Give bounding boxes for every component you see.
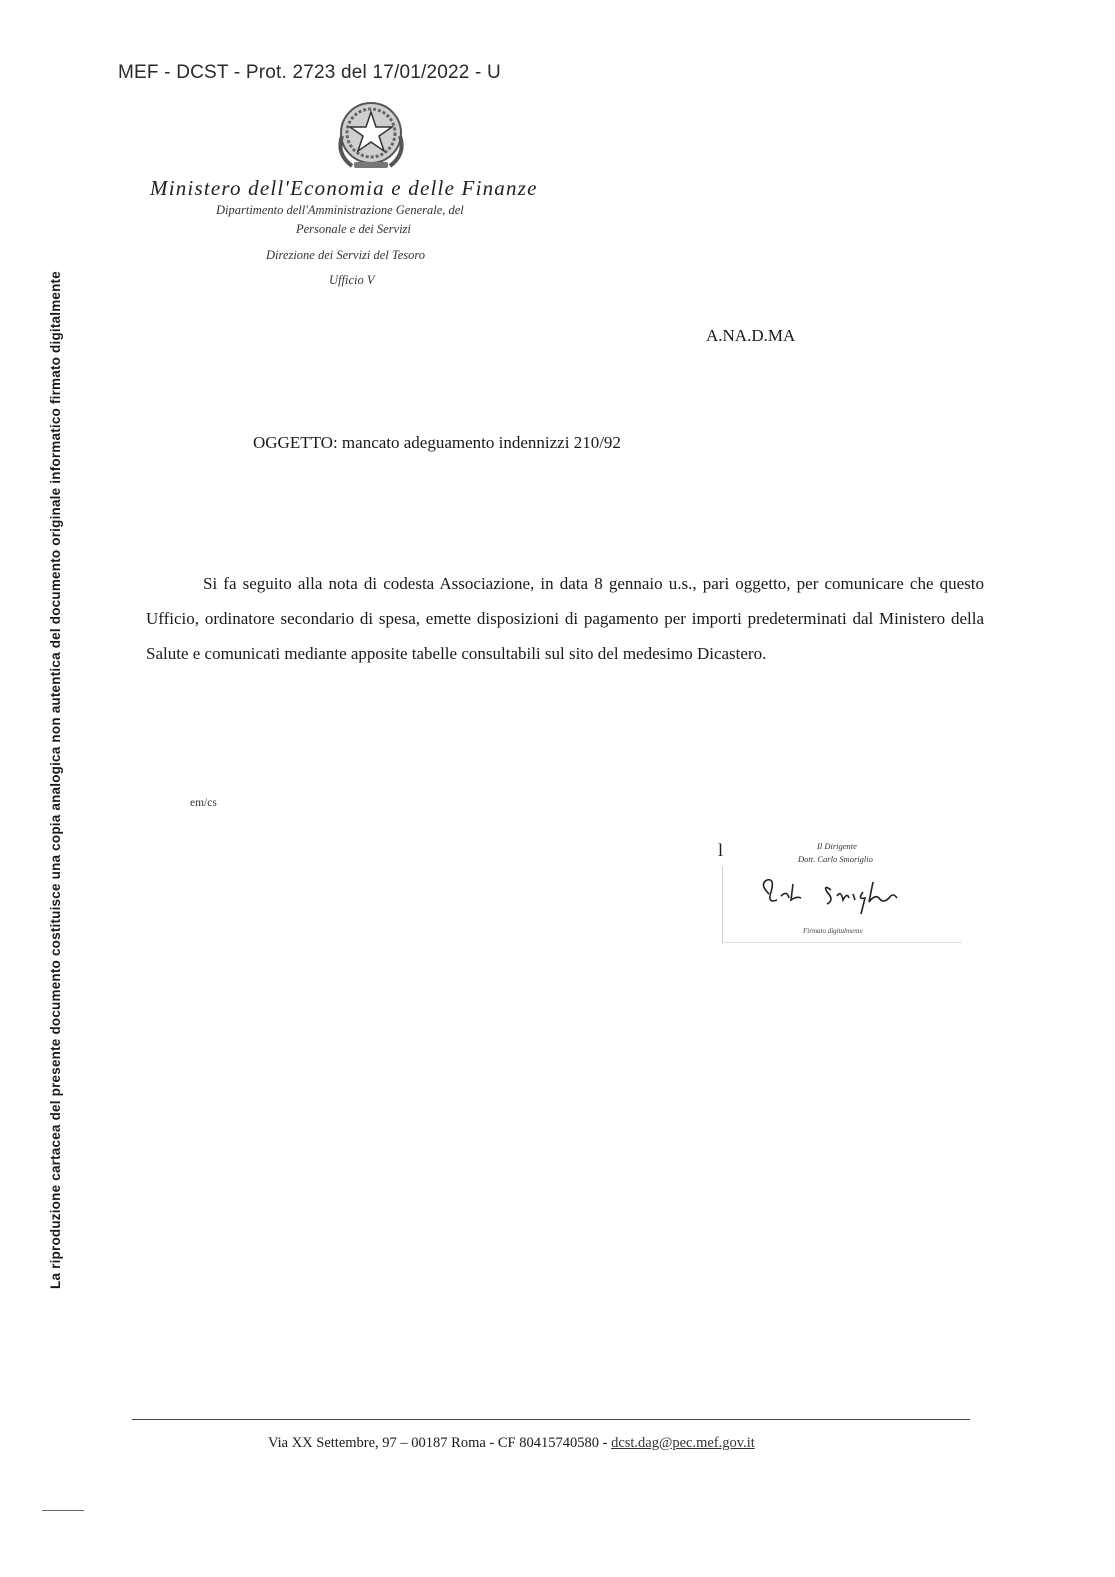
signatory-name: Dott. Carlo Smoriglio <box>798 854 873 864</box>
department-line-2: Personale e dei Servizi <box>296 222 411 236</box>
italian-republic-emblem <box>330 96 412 174</box>
margin-marker: l <box>718 840 724 860</box>
footer-address-text: Via XX Settembre, 97 – 00187 Roma - CF 80415740580 - <box>268 1435 612 1451</box>
directorate-name: Direzione dei Servizi del Tesoro <box>266 248 426 262</box>
subject-line: OGGETTO: mancato adeguamento indennizzi 210/92 <box>253 433 621 452</box>
author-initials: em/cs <box>190 797 217 809</box>
department-line-1: Dipartimento dell'Amministrazione Generale, del <box>216 203 464 217</box>
footer-divider <box>132 1419 970 1420</box>
digital-signature-note: Firmato digitalmente <box>803 927 863 935</box>
body-paragraph: Si fa seguito alla nota di codesta Associazione, in data 8 gennaio u.s., pari oggetto, per comunicare che questo Ufficio, ordinatore secondario di spesa, emette disposizioni di pagamento per importi predeterminati dal Ministero della Salute e comunicati mediante apposite tabelle consultabili sul sito del medesimo Dicastero. <box>146 574 984 663</box>
ministry-name: Ministero dell'Economia e delle Finanze <box>150 176 538 200</box>
office-name: Ufficio V <box>329 273 375 287</box>
margin-mark <box>42 1510 84 1511</box>
signature-box-base <box>722 942 962 943</box>
signatory-title: Il Dirigente <box>817 841 857 851</box>
protocol-number: MEF - DCST - Prot. 2723 del 17/01/2022 - U <box>118 62 501 83</box>
signature-box-rule <box>722 866 723 944</box>
legal-side-note: La riproduzione cartacea del presente documento costituisce una copia analogica non autentica del documento originale informatico firmato digitalmente <box>48 271 63 1289</box>
handwritten-signature <box>755 870 925 920</box>
footer-address <box>268 1435 755 1452</box>
recipient: A.NA.D.MA <box>706 326 796 345</box>
footer-email-link[interactable]: dcst.dag@pec.mef.gov.it <box>611 1435 755 1451</box>
